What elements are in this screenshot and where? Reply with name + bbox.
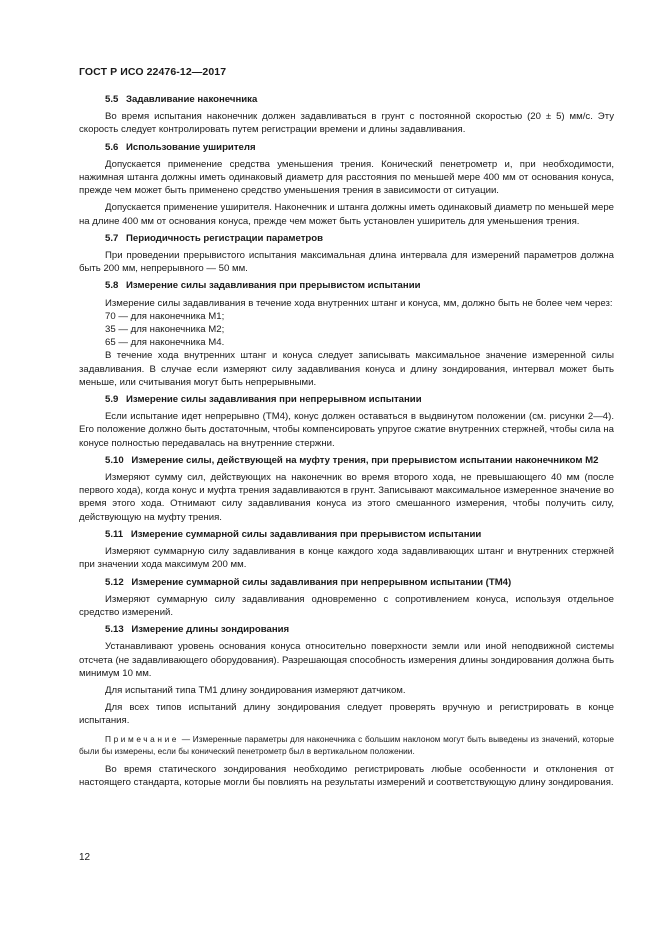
section-heading-5-6: [105, 141, 614, 154]
section-number: 5.7: [105, 232, 119, 244]
paragraph: Измеряют суммарную силу задавливания одновременно с сопротивлением конуса, используя отдельное средство измерений.: [79, 593, 614, 618]
section-heading-5-11: [105, 528, 614, 541]
section-title: Измерение суммарной силы задавливания при прерывистом испытании: [130, 528, 482, 540]
section-number: 5.8: [105, 280, 119, 292]
list-item: 70 — для наконечника М1;: [105, 310, 225, 322]
paragraph: В течение хода внутренних штанг и конуса следует записывать максимальное значение измеренной силы задавливания. В случае если измеряют силу задавливания конуса и длину зондирования, интервал может быть меньше, или считывания могут быть непрерывными.: [79, 350, 614, 388]
section-heading-5-9: [105, 393, 614, 406]
section-heading-5-10: [105, 454, 614, 467]
section-title: Задавливание наконечника: [126, 94, 258, 105]
list-item: 35 — для наконечника М2;: [105, 324, 225, 336]
section-title: Измерение силы задавливания при непрерывном испытании: [126, 394, 422, 406]
note-label: Примечание: [105, 733, 180, 744]
section-title: Использование уширителя: [126, 141, 256, 153]
section-number: 5.11: [105, 528, 124, 540]
section-title: Периодичность регистрации параметров: [126, 232, 324, 244]
section-number: 5.5: [105, 94, 119, 105]
paragraph: При проведении прерывистого испытания максимальная длина интервала для измерений параметров должна быть 200 мм, непрерывного — 50 мм.: [79, 250, 614, 275]
section-number: 5.9: [105, 394, 119, 406]
note-text: — Измеренные параметры для наконечника с большим наклоном могут быть выведены из значений, которые были бы измерены, если бы конический пенетрометр был в вертикальном положении.: [79, 733, 614, 756]
section-title: Измерение силы задавливания при прерывистом испытании: [126, 280, 421, 292]
paragraph: Измерение силы задавливания в течение хода внутренних штанг и конуса, мм, должно быть не более чем через:: [105, 297, 613, 309]
section-title: Измерение длины зондирования: [131, 624, 290, 636]
list-item: 65 — для наконечника М4.: [105, 337, 225, 349]
paragraph: Допускается применение средства уменьшения трения. Конический пенетрометр и, при необходимости, нажимная штанга должны иметь одинаковый диаметр для расстояния по меньшей мере 400 мм от основания конуса, прежде чем может быть применено средство уменьшения трения в зависимости от ситуации.: [79, 158, 614, 197]
paragraph: Допускается применение уширителя. Наконечник и штанга должны иметь одинаковый диаметр по меньшей мере на длине 400 мм от основания конуса, прежде чем может быть установлен уширитель для уменьшения трения.: [79, 202, 614, 227]
section-number: 5.6: [105, 141, 119, 153]
section-number: 5.12: [105, 576, 124, 588]
note: [79, 733, 614, 757]
paragraph: Для испытаний типа ТМ1 длину зондирования измеряют датчиком.: [105, 684, 406, 696]
section-heading-5-5: [105, 93, 614, 106]
section-heading-5-7: [105, 232, 614, 245]
paragraph: Измеряют сумму сил, действующих на наконечник во время второго хода, не превышающего 40 мм (после первого хода), когда конус и муфта трения задавливаются в грунт. Записывают максимальное измеренное значение во время этого хода. Отнимают силу задавливания конуса из этого смешанного измерения, чтобы получить силу, действующую на муфту трения.: [79, 472, 614, 523]
paragraph: Устанавливают уровень основания конуса относительно поверхности земли или иной неподвижной системы отсчета (не задавливающего оборудования). Разрешающая способность измерения длины зондирования должна быть минимум 10 мм.: [79, 641, 614, 679]
section-title: Измерение силы, действующей на муфту трения, при прерывистом испытании наконечником М2: [131, 454, 599, 466]
document-body: [79, 93, 614, 793]
paragraph: Если испытание идет непрерывно (ТМ4), конус должен оставаться в выдвинутом положении (см. рисунки 2—4). Его положение должно быть достаточным, чтобы компенсировать упругое сжатие внутренних стержней, чтобы сила на конусе полностью передавалась на внутренние стержни.: [79, 411, 614, 449]
paragraph: Во время статического зондирования необходимо регистрировать любые особенности и отклонения от настоящего стандарта, которые могли бы повлиять на результаты измерений и соответствующую длину зондирования.: [79, 763, 614, 788]
section-heading-5-13: [105, 623, 614, 636]
paragraph: Во время испытания наконечник должен задавливаться в грунт с постоянной скоростью (20 ± 5) мм/с. Эту скорость следует контролировать путем регистрации времени и длины задавливания.: [79, 111, 614, 136]
section-number: 5.13: [105, 624, 124, 636]
section-title: Измерение суммарной силы задавливания при непрерывном испытании (ТМ4): [131, 576, 512, 588]
section-heading-5-8: [105, 279, 614, 292]
section-heading-5-12: [105, 576, 614, 589]
paragraph: Для всех типов испытаний длину зондирования следует проверять вручную и регистрировать в конце испытания.: [79, 702, 614, 727]
paragraph: Измеряют суммарную силу задавливания в конце каждого хода задавливающих штанг и внутренних стержней при значении хода максимум 200 мм.: [79, 546, 614, 571]
page-number: 12: [79, 852, 91, 863]
section-number: 5.10: [105, 454, 124, 466]
document-header: ГОСТ Р ИСО 22476-12—2017: [79, 66, 227, 78]
